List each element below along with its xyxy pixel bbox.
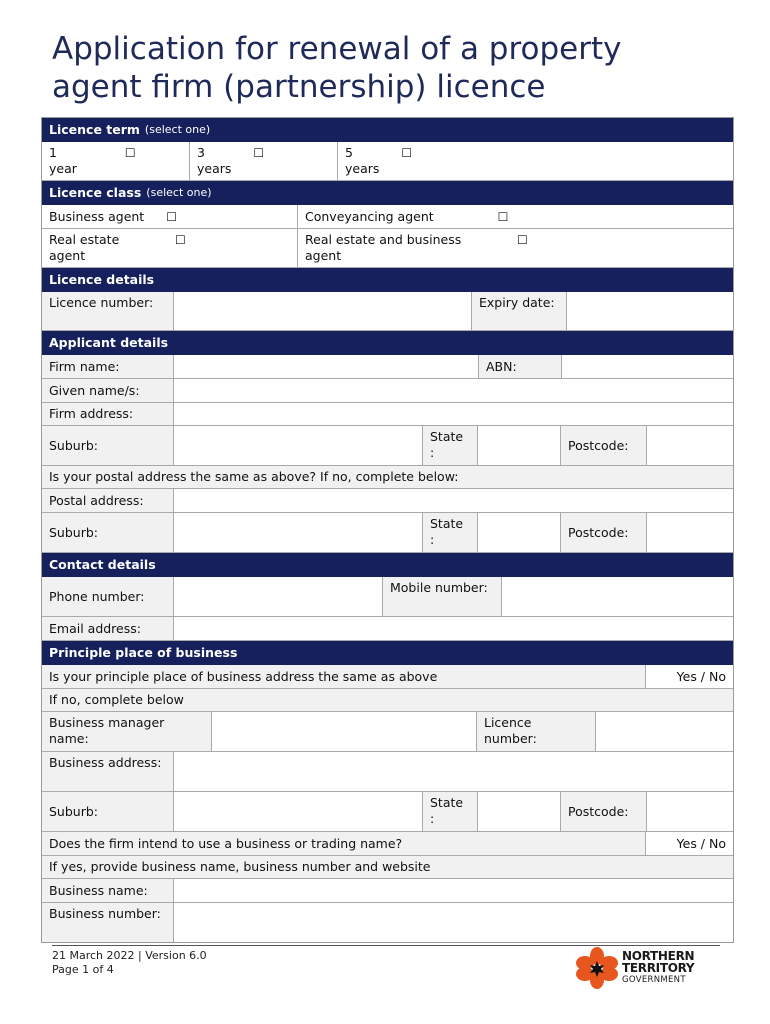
if-no-label: If no, complete below	[42, 689, 733, 711]
same-address-yes-no[interactable]: Yes / No	[646, 665, 733, 688]
business-name-row	[42, 879, 733, 903]
checkbox-icon[interactable]: ☐	[124, 146, 136, 160]
option-label: Real estate agent	[49, 232, 120, 263]
section-title: Principle place of business	[49, 645, 238, 660]
option-label: Real estate and business agent	[305, 232, 462, 263]
same-address-row	[42, 665, 733, 689]
page-title	[52, 30, 742, 106]
section-title: Licence class	[49, 185, 142, 200]
business-suburb-label: Suburb:	[42, 792, 174, 831]
trading-name-question: Does the firm intend to use a business or trading name?	[42, 832, 646, 855]
same-address-question: Is your principle place of business address the same as above	[42, 665, 646, 688]
title-line-2: agent firm (partnership) licence	[52, 69, 546, 105]
footer-page-number: Page 1 of 4	[52, 963, 114, 976]
manager-name-label: Business manager name:	[42, 712, 212, 751]
term-option-5-years[interactable]	[338, 142, 733, 180]
checkbox-icon[interactable]: ☐	[517, 233, 528, 247]
section-header-contact-details	[42, 553, 733, 577]
class-option-conveyancing-agent[interactable]	[298, 205, 733, 228]
business-name-label: Business name:	[42, 879, 174, 902]
expiry-date-label: Expiry date:	[472, 292, 567, 330]
mobile-label: Mobile number:	[383, 577, 502, 616]
manager-name-field[interactable]	[212, 712, 477, 751]
manager-row	[42, 712, 733, 752]
section-title: Licence term	[49, 122, 140, 137]
logo-flower-icon	[574, 946, 620, 990]
given-names-row	[42, 379, 733, 403]
email-row	[42, 617, 733, 641]
postal-state-label: State :	[423, 513, 478, 552]
logo-line-1: NORTHERN	[622, 949, 695, 963]
firm-name-row	[42, 355, 733, 379]
trading-name-yes-no[interactable]: Yes / No	[646, 832, 733, 855]
firm-name-label: Firm name:	[42, 355, 174, 378]
postal-suburb-label: Suburb:	[42, 513, 174, 552]
postal-state-field[interactable]	[478, 513, 561, 552]
option-label: Business agent	[49, 208, 145, 224]
term-option-number: 3	[197, 145, 205, 160]
business-suburb-row	[42, 792, 733, 832]
section-title: Applicant details	[49, 335, 169, 350]
state-field[interactable]	[478, 426, 561, 465]
firm-address-field[interactable]	[174, 403, 733, 425]
term-option-unit: years	[197, 161, 232, 176]
section-header-licence-details	[42, 268, 733, 292]
given-names-field[interactable]	[174, 379, 733, 402]
given-names-label: Given name/s:	[42, 379, 174, 402]
postal-address-row	[42, 489, 733, 513]
checkbox-icon[interactable]: ☐	[253, 146, 265, 160]
business-number-row	[42, 903, 733, 942]
term-option-1-year[interactable]	[42, 142, 190, 180]
class-option-business-agent[interactable]	[42, 205, 298, 228]
business-address-row	[42, 752, 733, 792]
licence-details-row	[42, 292, 733, 331]
postal-suburb-row	[42, 513, 733, 553]
term-option-unit: years	[345, 161, 380, 176]
section-note: (select one)	[146, 186, 212, 199]
suburb-field[interactable]	[174, 426, 423, 465]
logo-text	[622, 950, 694, 986]
checkbox-icon[interactable]: ☐	[175, 233, 186, 247]
section-header-licence-class	[42, 181, 733, 205]
section-title: Contact details	[49, 557, 156, 572]
postal-address-field[interactable]	[174, 489, 733, 512]
logo-line-3: GOVERNMENT	[622, 975, 686, 985]
business-suburb-field[interactable]	[174, 792, 423, 831]
email-label: Email address:	[42, 617, 174, 640]
firm-address-label: Firm address:	[42, 403, 174, 425]
postal-question-row	[42, 466, 733, 489]
manager-licence-label: Licence number:	[477, 712, 596, 751]
business-name-field[interactable]	[174, 879, 733, 902]
trading-name-row	[42, 832, 733, 856]
business-postcode-field[interactable]	[647, 792, 733, 831]
section-header-applicant-details	[42, 331, 733, 355]
section-title: Licence details	[49, 272, 155, 287]
checkbox-icon[interactable]: ☐	[166, 209, 177, 224]
business-number-field[interactable]	[174, 903, 733, 942]
title-line-1: Application for renewal of a property	[52, 31, 622, 67]
option-label: Conveyancing agent	[305, 208, 434, 224]
mobile-field[interactable]	[502, 577, 733, 616]
licence-number-label: Licence number:	[42, 292, 174, 330]
nt-government-logo	[574, 946, 704, 990]
class-option-real-estate-agent[interactable]	[42, 229, 298, 267]
state-label: State :	[423, 426, 478, 465]
checkbox-icon[interactable]: ☐	[497, 209, 509, 224]
logo-line-2: TERRITORY	[622, 961, 695, 975]
business-postcode-label: Postcode:	[561, 792, 647, 831]
abn-label: ABN:	[479, 355, 562, 378]
postal-address-label: Postal address:	[42, 489, 174, 512]
phone-row	[42, 577, 733, 617]
class-option-real-estate-business-agent[interactable]	[298, 229, 733, 267]
postcode-label: Postcode:	[561, 426, 647, 465]
footer-date-version: 21 March 2022 | Version 6.0	[52, 949, 207, 962]
business-address-field[interactable]	[174, 752, 733, 791]
suburb-label: Suburb:	[42, 426, 174, 465]
business-state-label: State :	[423, 792, 478, 831]
term-option-number: 1	[49, 145, 57, 160]
business-address-label: Business address:	[42, 752, 174, 791]
firm-name-field[interactable]	[174, 355, 479, 378]
business-number-label: Business number:	[42, 903, 174, 942]
application-form	[41, 117, 734, 943]
licence-class-row-2	[42, 229, 733, 268]
licence-term-options	[42, 142, 733, 181]
checkbox-icon[interactable]: ☐	[401, 146, 413, 160]
term-option-3-years[interactable]	[190, 142, 338, 180]
term-option-number: 5	[345, 145, 353, 160]
section-header-principle-place	[42, 641, 733, 665]
term-option-unit: year	[49, 161, 77, 176]
abn-field[interactable]	[562, 355, 733, 378]
if-no-row	[42, 689, 733, 712]
postal-postcode-field[interactable]	[647, 513, 733, 552]
postal-postcode-label: Postcode:	[561, 513, 647, 552]
expiry-date-field[interactable]	[567, 292, 733, 330]
suburb-row	[42, 426, 733, 466]
manager-licence-field[interactable]	[596, 712, 733, 751]
phone-field[interactable]	[174, 577, 383, 616]
section-note: (select one)	[144, 123, 211, 136]
postal-question-label: Is your postal address the same as above? If no, complete below:	[42, 466, 733, 488]
licence-class-row-1	[42, 205, 733, 229]
firm-address-row	[42, 403, 733, 426]
licence-number-field[interactable]	[174, 292, 472, 330]
business-state-field[interactable]	[478, 792, 561, 831]
postal-suburb-field[interactable]	[174, 513, 423, 552]
email-field[interactable]	[174, 617, 733, 640]
phone-label: Phone number:	[42, 577, 174, 616]
section-header-licence-term	[42, 118, 733, 142]
if-yes-row	[42, 856, 733, 879]
if-yes-label: If yes, provide business name, business number and website	[42, 856, 733, 878]
postcode-field[interactable]	[647, 426, 733, 465]
